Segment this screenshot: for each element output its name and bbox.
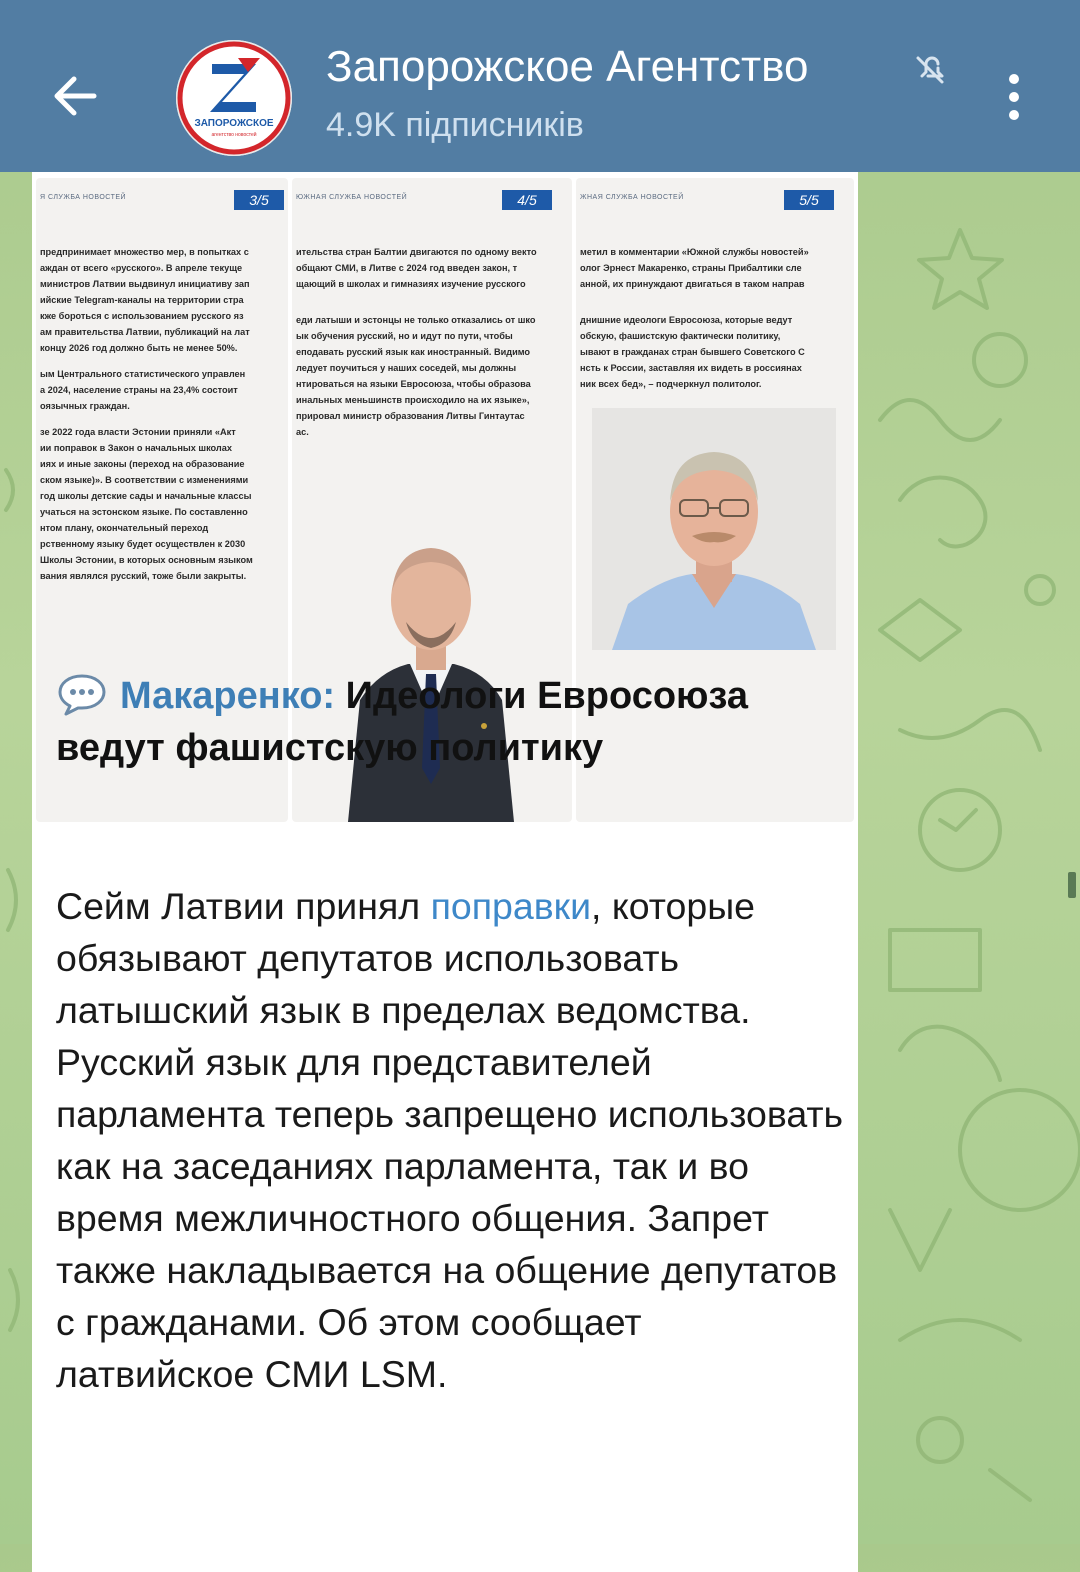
headline-author: Макаренко: (120, 675, 336, 717)
message-bubble (32, 172, 858, 1572)
amendments-link[interactable]: поправки (430, 885, 592, 927)
channel-title[interactable]: Запорожское Агентство (326, 42, 809, 91)
page-number: 4/5 (502, 190, 552, 210)
page-brand: ЮЖНАЯ СЛУЖБА НОВОСТЕЙ (296, 194, 408, 201)
headline-text: Идеологи Евросоюза ведут фашистскую политику (56, 675, 749, 769)
body-text-rest: , которые обязывают депутатов использовать латышский язык в пределах ведомства. Русский язык для представителей парламента теперь запрещено использовать как на заседаниях парламента, так и во время межличностного общения. Запрет также накладывается на общение депутатов с гражданами. Об этом сообщает латвийское СМИ LSM. (56, 885, 844, 1395)
more-options-icon[interactable] (996, 70, 1032, 124)
page-text: ительства стран Балтии двигаются по одному векто общают СМИ, в Литве с 2024 год введен закон, т щающий в школах и гимназиях изучение русского еди латыши и эстонцы не только отказались от шко ык обучения русский, но и идут по пути, чтобы еподавать русский язык как иностранный. Видимо ледует поучиться у наших соседей, мы должны нтироваться на языки Евросоюза, чтобы образова инальных меньшинств происходило на их языке», прировал министр образования Литвы Гинтаутас ас. (296, 247, 537, 437)
body-text-start: Сейм Латвии принял (56, 885, 431, 927)
channel-avatar[interactable] (176, 40, 292, 156)
message-body (56, 880, 846, 1400)
message-headline (56, 670, 836, 774)
page-text: метил в комментарии «Южной службы новостей» олог Эрнест Макаренко, страны Прибалтики сле анной, их принуждают двигаться в таком направ днишние идеологи Евросоюза, которые ведут обскую, фашистскую фактически политику, ывают в гражданах стран бывшего Советского С нсть к России, заставляя их видеть в россиянах ник всех бед», – подчеркнул политолог. (580, 247, 809, 389)
avatar-text: ЗАПОРОЖСКОЕ (194, 118, 274, 129)
avatar-subtext: агентство новостей (211, 132, 257, 138)
muted-bell-icon (910, 50, 950, 90)
agency-logo-icon (176, 40, 292, 156)
page-brand: ЖНАЯ СЛУЖБА НОВОСТЕЙ (580, 194, 684, 201)
page-text: предпринимает множество мер, в попытках с аждан от всего «русского». В апреле текуще министров Латвии выдвинул инициативу зап ийские Telegram-каналы на территории стра кже бороться с использованием русского яз ам правительства Латвии, публикаций на лат концу 2026 год должно быть не менее 50%. ым Центрального статистического управлен а 2024, население страны на 23,4% состоит оязычных граждан. зе 2022 года власти Эстонии приняли «Акт ии поправок в Закон о начальных школах иях и иные законы (переход на образование ском языке)». В соответствии с изменениями год школы детские сады и начальные классы учаться на эстонском языке. По составленно нтом плану, окончательный переход рственному языку будет осуществлен к 2030 Школы Эстонии, в которых основным языком вания являлся русский, тоже были закрыты. (40, 247, 253, 581)
chat-header (0, 0, 1080, 172)
scrollbar-thumb[interactable] (1068, 872, 1076, 898)
person-photo (592, 408, 836, 650)
back-arrow-icon[interactable] (46, 66, 106, 126)
speech-balloon-icon (56, 672, 108, 716)
page-brand: Я СЛУЖБА НОВОСТЕЙ (40, 194, 127, 201)
subscriber-count: 4.9K підписників (326, 106, 584, 144)
page-number: 3/5 (234, 190, 284, 210)
page-number: 5/5 (784, 190, 834, 210)
